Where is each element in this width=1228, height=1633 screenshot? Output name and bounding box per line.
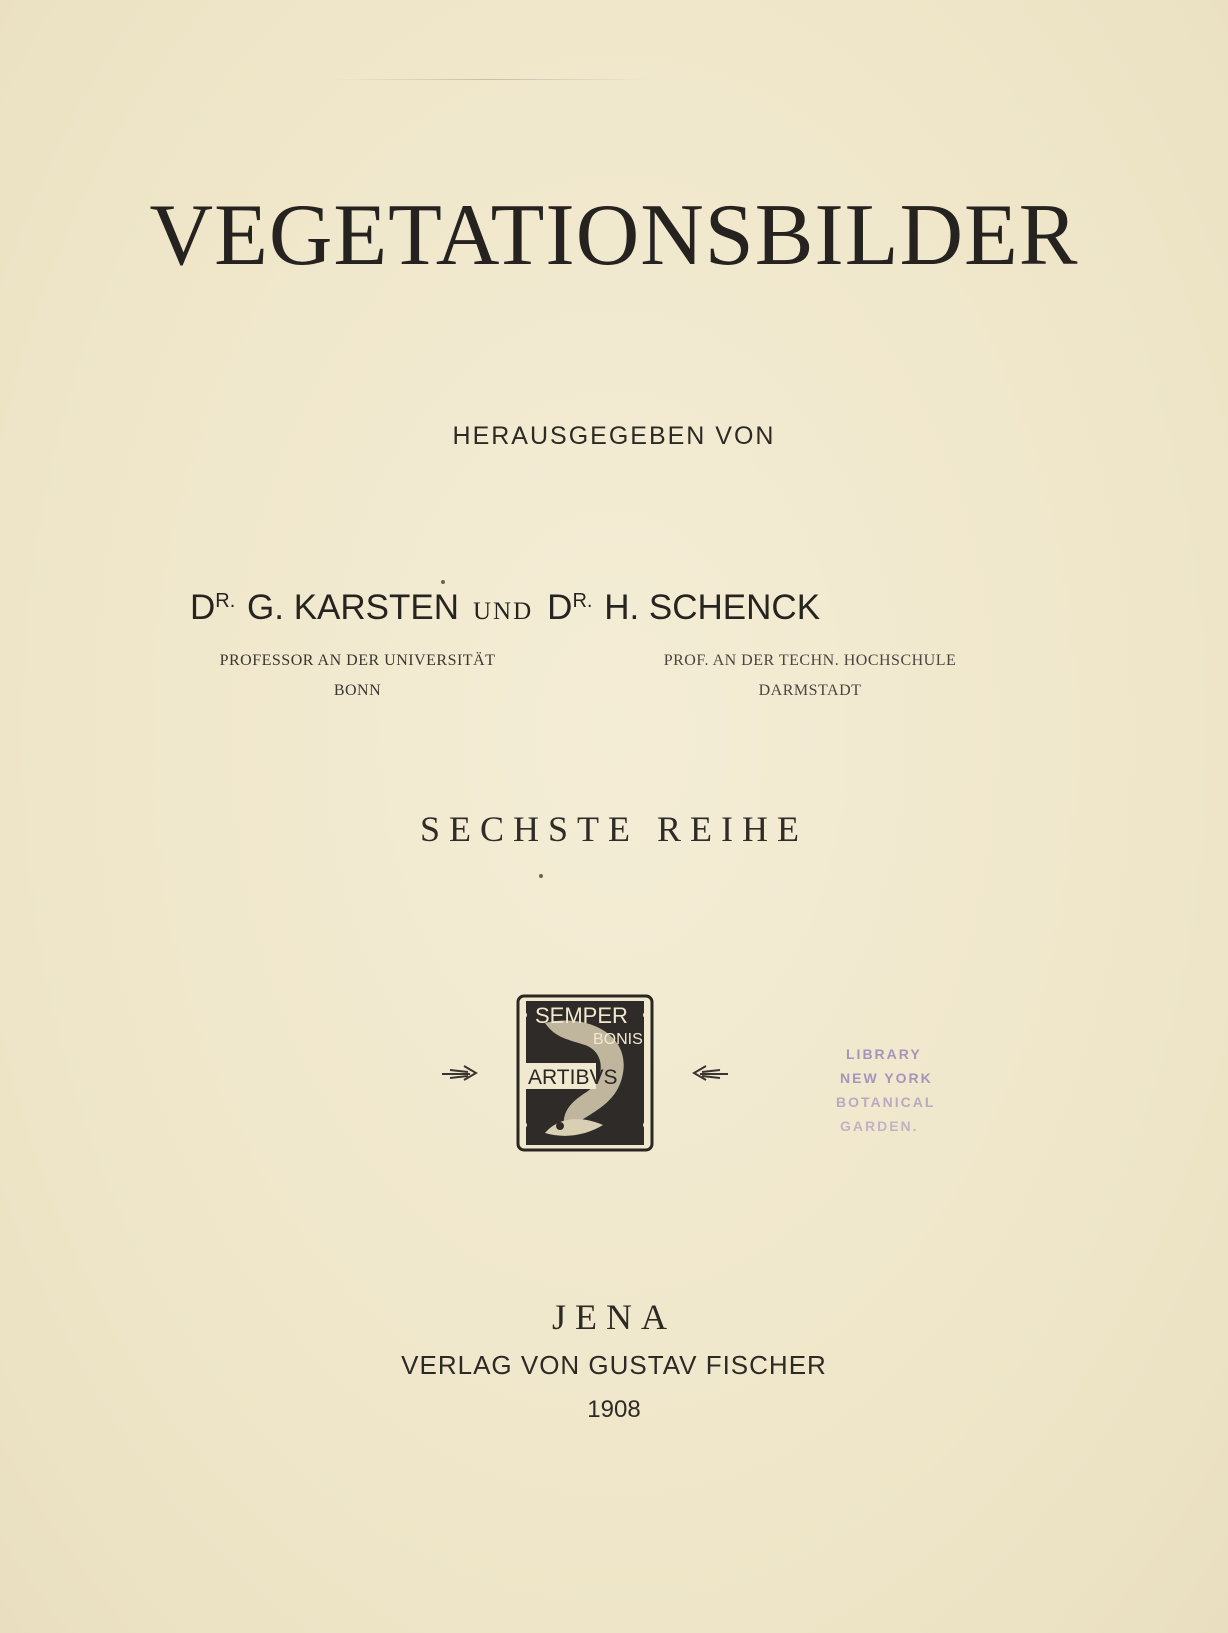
affiliation-left-title: PROFESSOR AN DER UNIVERSITÄT <box>219 652 496 669</box>
ink-speck <box>441 580 445 584</box>
affiliation-right-title: PROF. AN DER TECHN. HOCHSCHULE <box>663 652 957 669</box>
authors-conjunction: UND <box>473 598 534 625</box>
affiliation-left-city: BONN <box>333 682 382 699</box>
ornament-left-icon <box>440 1060 486 1086</box>
emblem-motto-bonis: BONIS <box>593 1031 643 1048</box>
series-label: SECHSTE REIHE <box>419 809 808 849</box>
stamp-line: NEW YORK <box>840 1070 933 1086</box>
paper-crease <box>330 79 650 80</box>
library-stamp <box>836 1042 976 1138</box>
stamp-line: GARDEN. <box>840 1118 919 1134</box>
edited-by-line: HERAUSGEGEBEN VON <box>452 422 776 450</box>
ink-speck <box>539 874 543 878</box>
emblem-motto-semper: SEMPER <box>535 1003 628 1028</box>
stamp-line: LIBRARY <box>846 1046 922 1062</box>
authors-line <box>190 588 990 632</box>
author-left: $D^{R.}$ G. KARSTEN <box>190 588 459 627</box>
imprint-publisher: VERLAG VON GUSTAV FISCHER <box>401 1350 827 1380</box>
emblem-motto-artibus: ARTIBVS <box>528 1066 618 1089</box>
stamp-line: BOTANICAL <box>836 1094 936 1110</box>
ornament-right-icon <box>684 1060 730 1086</box>
author-right: $D^{R.}$ H. SCHENCK <box>547 588 821 627</box>
imprint-year: 1908 <box>587 1396 641 1423</box>
printer-mark-emblem <box>515 993 655 1153</box>
book-title: VEGETATIONSBILDER <box>149 187 1079 284</box>
imprint-city: JENA <box>552 1297 676 1337</box>
affiliation-right-city: DARMSTADT <box>758 682 862 699</box>
